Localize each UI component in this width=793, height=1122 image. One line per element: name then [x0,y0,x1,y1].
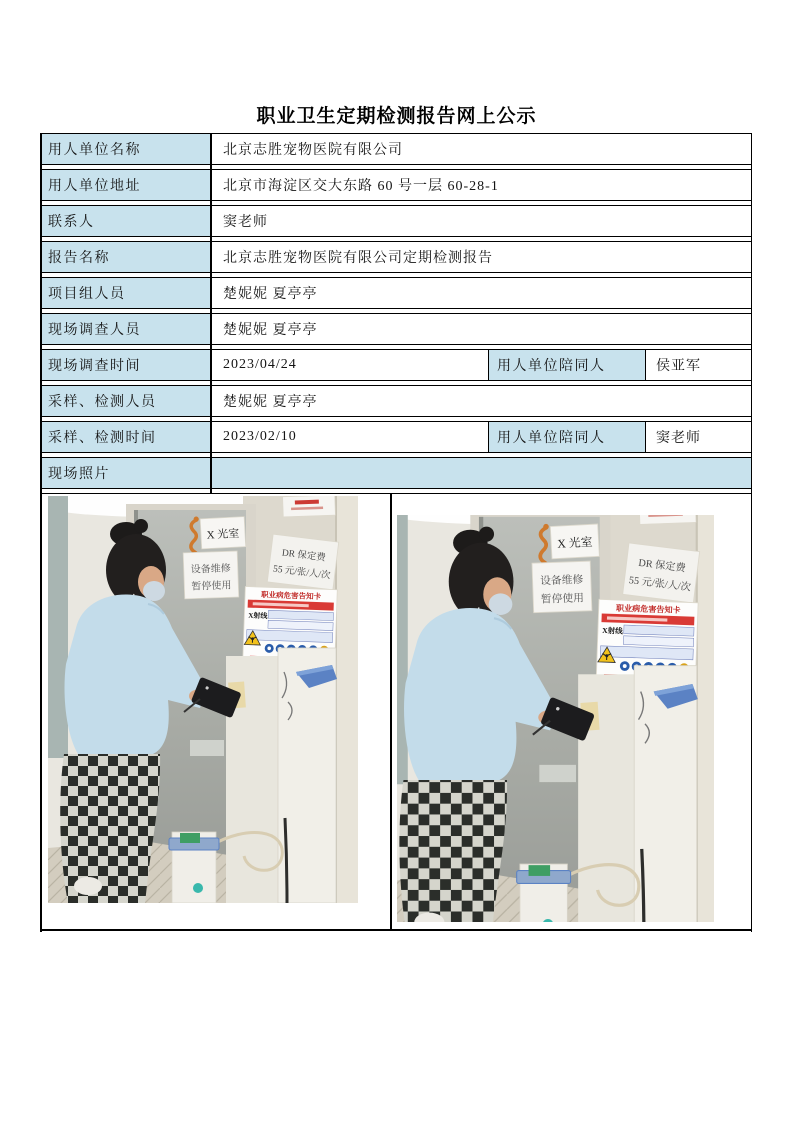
table-vertical-border [751,134,753,932]
row-label: 联系人 [40,206,210,236]
row-value: 北京志胜宠物医院有限公司定期检测报告 [210,242,752,272]
row-label: 现场调查时间 [40,350,210,380]
table-row [40,313,752,345]
row-value-companion: 侯亚军 [645,350,752,380]
report-table [40,133,752,931]
row-value: 窦老师 [210,206,752,236]
table-column-separator [210,133,212,493]
row-value: 2023/02/10 [210,422,488,452]
table-row [40,169,752,201]
site-photo-right [397,515,714,922]
table-row [40,277,752,309]
table-row [40,133,752,165]
photos-row [40,493,752,931]
row-value: 2023/04/24 [210,350,488,380]
row-label: 用人单位地址 [40,170,210,200]
row-value: 北京市海淀区交大东路 60 号一层 60-28-1 [210,170,752,200]
row-value: 北京志胜宠物医院有限公司 [210,134,752,164]
row-label: 项目组人员 [40,278,210,308]
row-label: 采样、检测时间 [40,422,210,452]
row-label: 报告名称 [40,242,210,272]
table-row [40,349,752,381]
row-label: 用人单位名称 [40,134,210,164]
row-value: 楚妮妮 夏亭亭 [210,386,752,416]
table-row [40,385,752,417]
row-label: 采样、检测人员 [40,386,210,416]
row-label-companion: 用人单位陪同人 [488,422,645,452]
table-row [40,421,752,453]
table-row [40,241,752,273]
photo-cell-divider [390,494,392,929]
row-value-companion: 窦老师 [645,422,752,452]
row-label-companion: 用人单位陪同人 [488,350,645,380]
table-vertical-border [40,134,42,932]
photos-section-label: 现场照片 [40,458,752,488]
row-value: 楚妮妮 夏亭亭 [210,314,752,344]
row-value: 楚妮妮 夏亭亭 [210,278,752,308]
photos-section-header-row [40,457,752,489]
row-label: 现场调查人员 [40,314,210,344]
page-title: 职业卫生定期检测报告网上公示 [256,106,537,127]
site-photo-left [48,496,358,903]
table-row [40,205,752,237]
